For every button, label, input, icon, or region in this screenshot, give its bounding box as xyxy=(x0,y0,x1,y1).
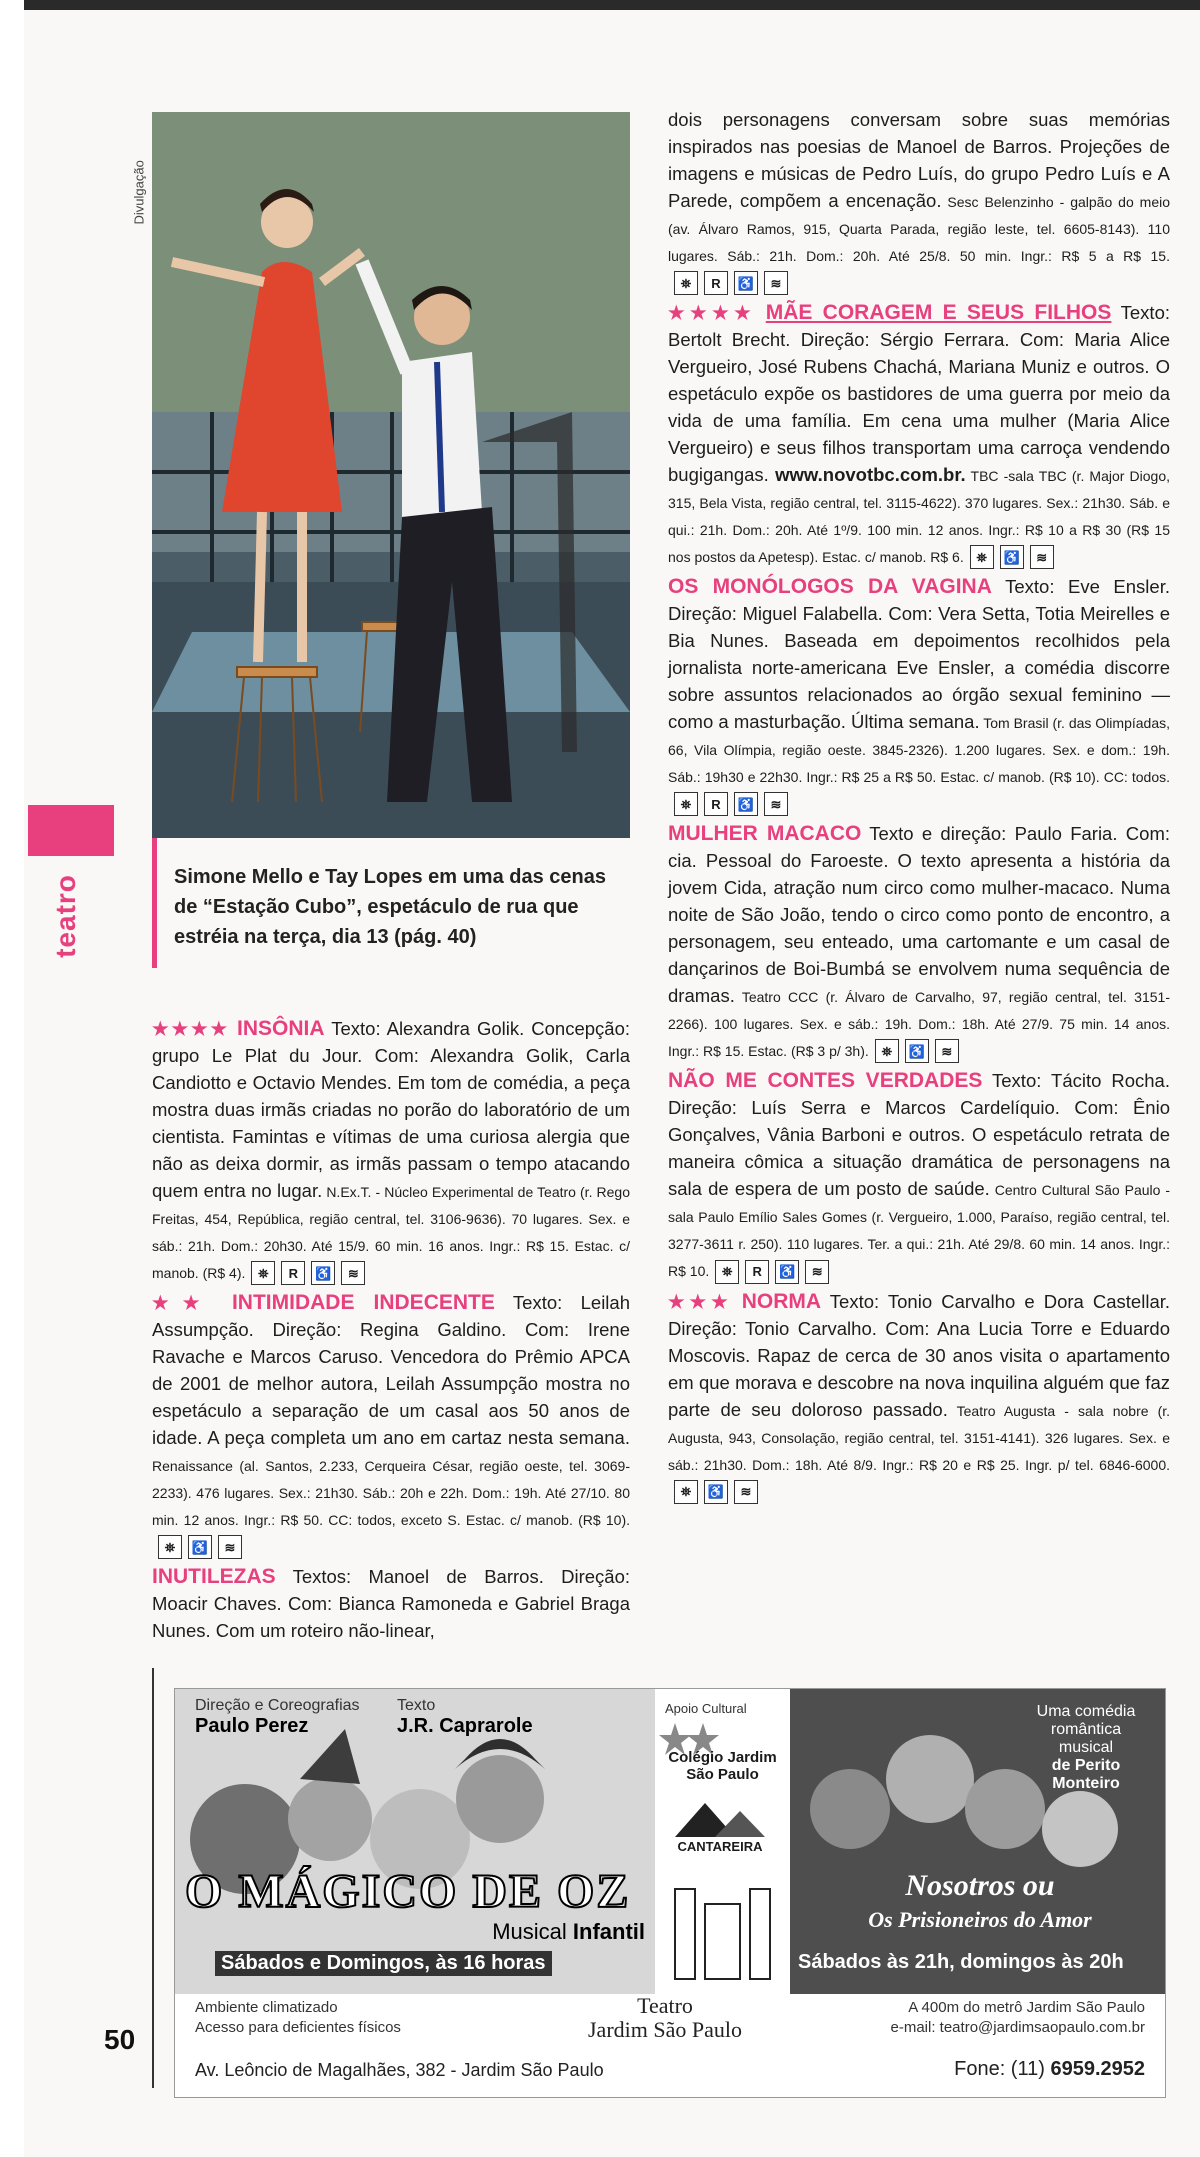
hearing-icon: ≋ xyxy=(1030,545,1054,569)
play-title: NORMA xyxy=(741,1289,822,1313)
play-title: MÃE CORAGEM E SEUS FILHOS xyxy=(765,301,1112,325)
left-column xyxy=(152,1015,630,1648)
venue-info: Renaissance (al. Santos, 2.233, Cerqueira César, região oeste, tel. 3069-2233). 476 lugares. Sex.: 21h30. Sáb.: 20h e 22h. Dom.: 19h. Até 27/10. 80 min. 12 anos. Ingr.: R$ 50. CC: todos, exceto S. Estac. c/ manob. (R$ 10). xyxy=(152,1458,630,1529)
play-description: Textos: Manoel de Barros. Direção: Moacir Chaves. Com: Bianca Ramoneda e Gabriel Braga Nunes. Com um roteiro não-linear, xyxy=(152,1566,630,1642)
writer-name: J.R. Caprarole xyxy=(397,1715,533,1737)
stage-photo-illustration xyxy=(152,112,630,838)
top-scan-edge xyxy=(24,0,1200,10)
writer-credit: Texto J.R. Caprarole xyxy=(397,1697,533,1737)
page-number: 50 xyxy=(104,2024,136,2055)
theatre-name: Teatro Jardim São Paulo xyxy=(588,1993,742,2042)
amenity-icons xyxy=(674,1480,758,1504)
wheelchair-icon: ♿ xyxy=(704,1480,728,1504)
play-title: INUTILEZAS xyxy=(152,1565,276,1589)
section-label xyxy=(49,860,104,980)
hearing-icon: ≋ xyxy=(341,1261,365,1285)
director-credit: Direção e Coreografias Paulo Perez xyxy=(195,1697,360,1737)
amenity-icons xyxy=(158,1535,242,1559)
sponsor-label: Apoio Cultural xyxy=(665,1701,747,1716)
amenity-icons xyxy=(674,271,788,295)
oz-subtitle: Musical Infantil xyxy=(492,1919,645,1944)
venue-info: N.Ex.T. - Núcleo Experimental de Teatro (r. Rego Freitas, 454, República, região central, tel. 3106-9636). 70 lugares. Sex. e sáb.: 21h. Dom.: 20h30. Até 15/9. 60 min. 16 anos. Ingr.: R$ 15. Estac. c/ manob. (R$ 4). xyxy=(152,1184,631,1281)
section-tab xyxy=(28,805,114,856)
right-column xyxy=(668,106,1170,1508)
theatre-logo-icon xyxy=(655,1879,790,1989)
amenity-icons xyxy=(875,1039,959,1063)
parking-icon: ⛯ xyxy=(158,1535,182,1559)
amenity-icons xyxy=(251,1261,365,1285)
phone-number: Fone: (11) 6959.2952 xyxy=(954,2058,1145,2080)
play-description: Texto e direção: Paulo Faria. Com: cia. Pessoal do Faroeste. O texto apresenta a história da jovem Cida, atração num circo como mulher-macaco. Numa noite de São João, tendo o circo como ponto de encontro, a personagem, seu enteado, uma cartomante e um casal de dançarinos de Boi-Bumbá se envolvem numa sequência de dramas. xyxy=(668,823,1170,1007)
oz-panel xyxy=(175,1689,655,1994)
nosotros-title: Nosotros ou Os Prisioneiros do Amor xyxy=(868,1869,1092,1932)
ad-divider xyxy=(152,1668,154,2088)
directions: A 400m do metrô Jardim São Paulo e-mail: teatro@jardimsaopaulo.com.br xyxy=(890,1999,1145,2036)
venue-info: Teatro CCC (r. Álvaro de Carvalho, 97, região central, tel. 3151-2266). 100 lugares. Sex. e sáb.: 19h. Dom.: 18h. Até 27/9. 75 min. 14 anos. Ingr.: R$ 15. Estac. (R$ 3 p/ 3h). xyxy=(668,989,1170,1060)
wheelchair-icon: ♿ xyxy=(905,1039,929,1063)
website-link[interactable]: www.novotbc.com.br. xyxy=(775,464,966,486)
ad-footer xyxy=(175,1994,1165,2097)
listing-entry xyxy=(152,1563,630,1644)
oz-title: O MÁGICO DE OZ xyxy=(185,1865,631,1918)
listing-entry xyxy=(152,1015,630,1285)
hearing-icon: ≋ xyxy=(764,271,788,295)
venue-info: Tom Brasil (r. das Olimpíadas, 66, Vila Olímpia, região oeste. 3845-2326). 1.200 lugares. Sex. e dom.: 19h. Sáb.: 19h30 e 22h30. Ingr.: R$ 25 a R$ 50. Estac. c/ manob. (R$ 10). CC: todos. xyxy=(668,715,1170,786)
amenities: Ambiente climatizado Acesso para deficientes físicos xyxy=(195,1999,401,2036)
stage-photo xyxy=(152,112,630,838)
wheelchair-icon: ♿ xyxy=(734,271,758,295)
parking-icon: ⛯ xyxy=(970,545,994,569)
parking-icon: ⛯ xyxy=(674,792,698,816)
play-description: Texto: Eve Ensler. Direção: Miguel Falabella. Com: Vera Setta, Totia Meirelles e Bia Nunes. Baseada em depoimentos recolhidos pela jornalista norte-americana Eve Ensler, a comédia discorre sobre assuntos relacionados ao órgão sexual feminino —como a masturbação. Última semana. xyxy=(668,576,1170,733)
play-description: Texto: Tonio Carvalho e Dora Castellar. Direção: Tonio Carvalho. Com: Ana Lucia Torre e Eduardo Moscovis. Rapaz de cerca de 30 anos visita o apartamento em que morava e descobre na nova inquilina alguém que faz parte de seu doloroso passado. xyxy=(668,1290,1171,1420)
sponsor-panel xyxy=(655,1689,790,1994)
venue-info: Teatro Augusta - sala nobre (r. Augusta, 943, Consolação, região central, tel. 3151-4141). 326 lugares. Sex. e sáb.: 21h30. Dom.: 18h. Até 8/9. Ingr.: R$ 20 e R$ 25. Ingr. p/ tel. 6846-6000. xyxy=(668,1402,1171,1473)
theatre-address: Av. Leôncio de Magalhães, 382 - Jardim São Paulo xyxy=(195,2060,604,2080)
play-description: Texto: Tácito Rocha. Direção: Luís Serra e Marcos Cardelíquio. Com: Ênio Gonçalves, Vânia Barboni e outros. O espetáculo retrata de maneira cômica a situação dramática de personagens na sala de espera de um posto de saúde. xyxy=(668,1070,1170,1200)
hearing-icon: ≋ xyxy=(764,792,788,816)
amenity-icons xyxy=(674,792,788,816)
play-title: INSÔNIA xyxy=(237,1017,325,1040)
play-description: dois personagens conversam sobre suas memórias inspirados nas poesias de Manoel de Barros. Projeções de imagens e músicas de Pedro Luís, do grupo Pedro Luís e A Parede, compõem a encenação. xyxy=(668,109,1170,211)
listing-entry xyxy=(668,299,1170,569)
theatre-advertisement xyxy=(174,1688,1166,2098)
colegio-name: Colégio Jardim São Paulo xyxy=(668,1749,777,1783)
venue-info: Centro Cultural São Paulo - sala Paulo Emílio Sales Gomes (r. Vergueiro, 1.000, Paraíso, região central, tel. 3277-3611 r. 250). 110 lugares. Ter. a qui.: 21h. Até 29/8. 60 min. 14 anos. Ingr.: R$ 10. xyxy=(668,1182,1170,1280)
amenity-icons xyxy=(970,545,1054,569)
parking-icon: ⛯ xyxy=(251,1261,275,1285)
rating-stars: ★★★ xyxy=(668,1290,733,1312)
parking-icon: ⛯ xyxy=(715,1260,739,1284)
play-description: Texto: Bertolt Brecht. Direção: Sérgio Ferrara. Com: Maria Alice Vergueiro, José Rubens Chachá, Mariana Muniz e outros. O espetáculo expõe os bastidores de uma guerra por meio da vida de uma família. Em cena uma mulher (Maria Alice Vergueiro) e seus filhos transportam uma carroça vendendo bugigangas. xyxy=(668,302,1171,486)
photo-credit: Divulgação xyxy=(131,160,147,225)
nosotros-panel xyxy=(790,1689,1165,1994)
rating-stars: ★★★★ xyxy=(668,302,757,324)
section-label-text: teatro xyxy=(49,874,81,958)
venue-info: TBC -sala TBC (r. Major Diogo, 315, Bela Vista, região central, tel. 3115-4622). 370 lugares. Sex.: 21h30. Sáb. e qui.: 21h. Dom.: 20h. Até 1º/9. 100 min. 12 anos. Ingr.: R$ 10 a R$ 30 (R$ 15 nos postos da Apetesp). Estac. c/ manob. R$ 6. xyxy=(668,468,1170,566)
restaurant-icon: R xyxy=(704,792,728,816)
parking-icon: ⛯ xyxy=(875,1039,899,1063)
play-title: NÃO ME CONTES VERDADES xyxy=(668,1069,983,1093)
listing-entry xyxy=(668,106,1170,295)
restaurant-icon: R xyxy=(281,1261,305,1285)
hearing-icon: ≋ xyxy=(805,1260,829,1284)
parking-icon: ⛯ xyxy=(674,1480,698,1504)
hearing-icon: ≋ xyxy=(935,1039,959,1063)
restaurant-icon: R xyxy=(745,1260,769,1284)
hearing-icon: ≋ xyxy=(218,1535,242,1559)
photo-caption: Simone Mello e Tay Lopes em uma das cenas de “Estação Cubo”, espetáculo de rua que estréia na terça, dia 13 (pág. 40) xyxy=(174,866,607,948)
listing-entry xyxy=(668,820,1170,1063)
wheelchair-icon: ♿ xyxy=(734,792,758,816)
cantareira-logo-icon xyxy=(655,1799,790,1839)
listing-entry xyxy=(668,1288,1170,1504)
play-title: OS MONÓLOGOS DA VAGINA xyxy=(668,575,992,599)
rating-stars: ★★★★ xyxy=(152,1018,230,1039)
wheelchair-icon: ♿ xyxy=(775,1260,799,1284)
caption-accent-bar xyxy=(152,838,157,968)
wheelchair-icon: ♿ xyxy=(311,1261,335,1285)
listing-entry xyxy=(668,573,1170,816)
parking-icon: ⛯ xyxy=(674,271,698,295)
listing-entry xyxy=(152,1289,630,1559)
magazine-page xyxy=(24,0,1200,2157)
listing-entry xyxy=(668,1067,1170,1283)
play-description: Texto: Leilah Assumpção. Direção: Regina Galdino. Com: Irene Ravache e Marcos Caruso. Vencedora do Prêmio APCA de 2001 de melhor autora, Leilah Assumpção mostra no espetáculo a separação de um casal aos 50 anos de idade. A peça completa um ano em cartaz nesta semana. xyxy=(152,1292,630,1449)
director-name: Paulo Perez xyxy=(195,1715,309,1737)
oz-schedule: Sábados e Domingos, às 16 horas xyxy=(215,1951,552,1976)
hearing-icon: ≋ xyxy=(734,1480,758,1504)
rating-stars: ★★ xyxy=(152,1292,214,1314)
cantareira-name: CANTAREIRA xyxy=(677,1839,763,1854)
nosotros-schedule: Sábados às 21h, domingos às 20h xyxy=(798,1951,1124,1973)
play-description: Texto: Alexandra Golik. Concepção: grupo Le Plat du Jour. Com: Alexandra Golik, Carla Candiotto e Octavio Mendes. Em tom de comédia, a peça mostra duas irmãs criadas no porão do laboratório de um cientista. Famintas e vítimas de uma curiosa alergia que não as deixa dormir, as irmãs passam o tempo atacando quem entra no lugar. xyxy=(152,1018,631,1201)
wheelchair-icon: ♿ xyxy=(188,1535,212,1559)
restaurant-icon: R xyxy=(704,271,728,295)
play-title: MULHER MACACO xyxy=(668,822,862,846)
venue-info: Sesc Belenzinho - galpão do meio (av. Álvaro Ramos, 915, Quarta Parada, região leste, tel. 6605-8143). 110 lugares. Sáb.: 21h. Dom.: 20h. Até 25/8. 50 min. Ingr.: R$ 5 a R$ 15. xyxy=(668,194,1170,264)
wheelchair-icon: ♿ xyxy=(1000,545,1024,569)
amenity-icons xyxy=(715,1260,829,1284)
play-title: INTIMIDADE INDECENTE xyxy=(231,1291,495,1315)
nosotros-tagline: Uma comédia romântica musical de Perito Monteiro xyxy=(1036,1703,1136,1792)
